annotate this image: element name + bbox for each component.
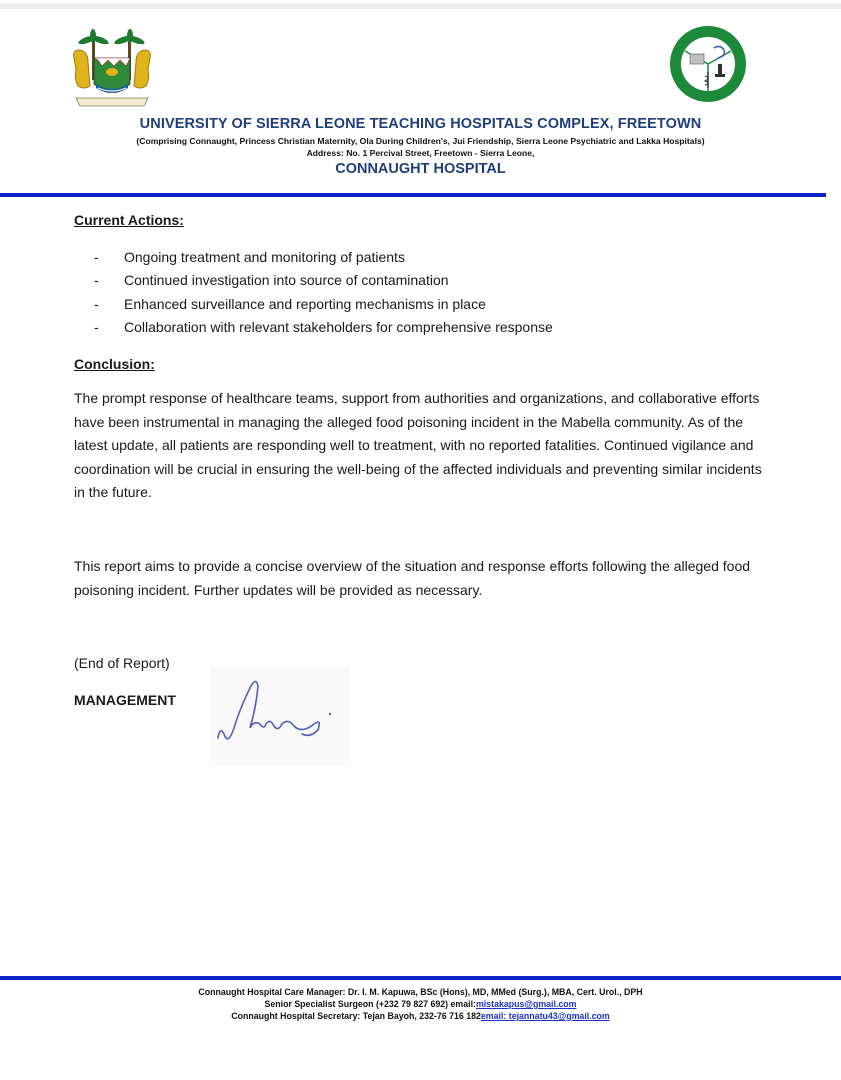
institution-address: Address: No. 1 Percival Street, Freetown - Sierra Leone,	[306, 148, 535, 158]
signatory-label: MANAGEMENT	[74, 692, 176, 708]
list-bullet: -	[94, 272, 99, 289]
institution-subtitle: (Comprising Connaught, Princess Christian Maternity, Ola During Children's, Jui Friendship, Sierra Leone Psychiatric and Lakka Hospitals)	[136, 136, 705, 146]
footer-surgeon-contact	[0, 999, 841, 1009]
list-bullet: -	[94, 295, 99, 312]
list-item-text: Enhanced surveillance and reporting mechanisms in place	[124, 295, 486, 312]
secretary-email-link[interactable]: email: tejannatu43@gmail.com	[480, 1011, 610, 1021]
footer-secretary-contact	[0, 1011, 841, 1021]
list-item	[94, 248, 553, 271]
header-divider	[0, 193, 826, 197]
footer-divider	[0, 976, 841, 980]
footer-secretary-text: Connaught Hospital Secretary: Tejan Bayoh, 232-76 716 182	[231, 1011, 481, 1021]
conclusion-heading: Conclusion:	[74, 356, 155, 372]
list-item-text: Ongoing treatment and monitoring of patients	[124, 249, 405, 265]
surgeon-email-link[interactable]: mistakapus@gmail.com	[475, 999, 577, 1009]
institution-title: UNIVERSITY OF SIERRA LEONE TEACHING HOSPITALS COMPLEX, FREETOWN	[139, 116, 702, 132]
hospital-name: CONNAUGHT HOSPITAL	[335, 161, 506, 177]
list-item	[94, 318, 553, 341]
handwritten-signature-icon	[210, 668, 350, 766]
closing-paragraph: This report aims to provide a concise overview of the situation and response efforts following the alleged food poisoning incident. Further updates will be provided as necessary.	[74, 558, 751, 598]
list-item-text: Collaboration with relevant stakeholders for comprehensive response	[124, 318, 553, 335]
current-actions-heading: Current Actions:	[74, 212, 184, 228]
list-bullet: -	[94, 249, 99, 265]
conclusion-paragraph: The prompt response of healthcare teams, support from authorities and organizations, and collaborative efforts have been instrumental in managing the alleged food poisoning incident in the Mabella community. As of the latest update, all patients are responding well to treatment, with no reported fatalities. Continued vigilance and coordination will be crucial in ensuring the well-being of the affected individuals and preventing similar incidents in the future.	[74, 390, 762, 500]
list-item	[94, 271, 553, 294]
current-actions-list	[94, 248, 553, 341]
sierra-leone-coat-of-arms-icon	[70, 28, 154, 112]
teaching-hospitals-complex-seal-icon	[668, 24, 748, 104]
list-item-text: Continued investigation into source of contamination	[124, 272, 449, 289]
footer-surgeon-text: Senior Specialist Surgeon (+232 79 827 692) email:	[264, 999, 476, 1009]
footer-care-manager: Connaught Hospital Care Manager: Dr. I. M. Kapuwa, BSc (Hons), MD, MMed (Surg.), MBA, Cert. Urol., DPH	[198, 987, 643, 997]
list-item	[94, 295, 553, 318]
list-bullet: -	[94, 318, 99, 335]
top-gray-bar	[0, 3, 841, 9]
end-of-report-note: (End of Report)	[74, 655, 170, 671]
